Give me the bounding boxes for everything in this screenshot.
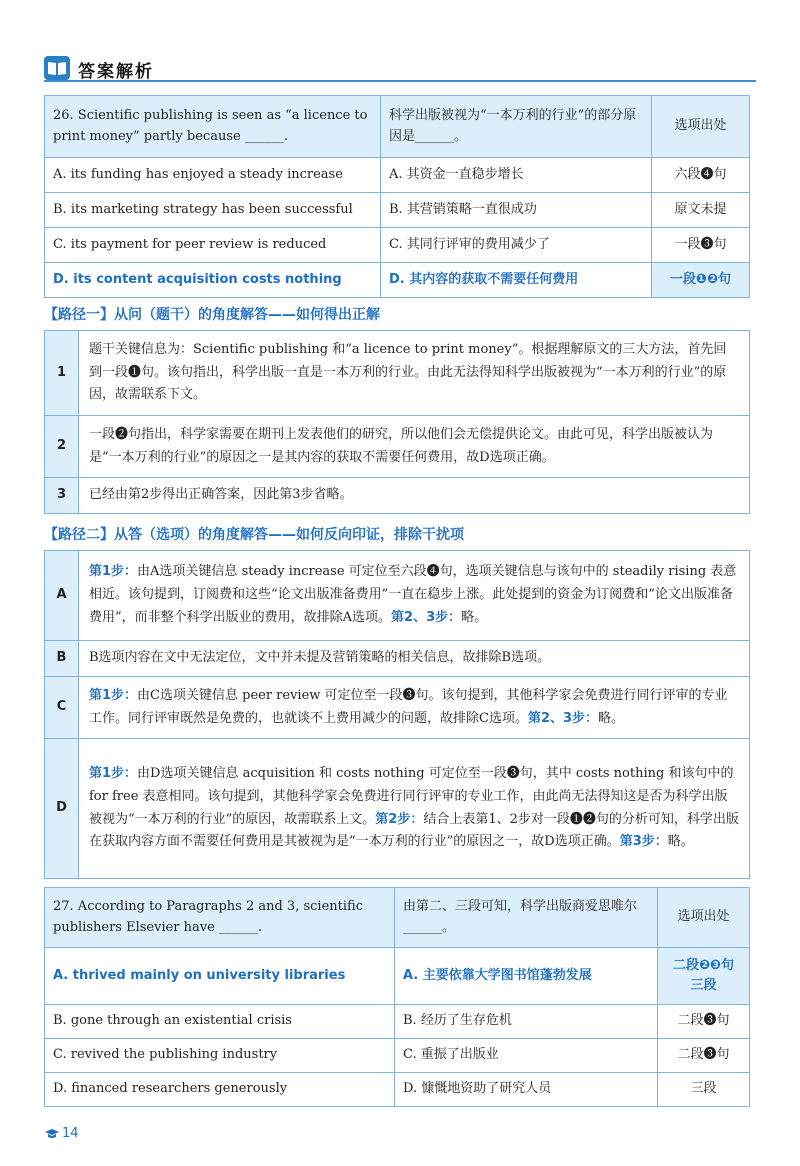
q27-option-en: B. gone through an existential crisis xyxy=(45,1005,395,1039)
analysis-text: 结合上表第1、2步对一段❶❷句的分析可知，科学出版在获取内容方面不需要任何费用是其被视为是“一本万利的行业”的原因之一，故D选项正确。 xyxy=(89,811,739,850)
step-text: 一段❷句指出，科学家需要在期刊上发表他们的研究，所以他们会无偿提供论文。由此可见，科学出版被认为是“一本万利的行业”的原因之一是其内容的获取不需要任何费用，故D选项正确。 xyxy=(79,416,750,478)
option-analysis: B选项内容在文中无法定位，文中并未提及营销策略的相关信息，故排除B选项。 xyxy=(79,641,750,677)
step-marker: 第2步： xyxy=(375,811,424,827)
q27-question-cn: 由第二、三段可知，科学出版商爱思唯尔______。 xyxy=(395,888,658,948)
q26-option-cn: C. 其同行评审的费用减少了 xyxy=(381,228,652,263)
q26-question-en: 26. Scientific publishing is seen as “a licence to print money” partly because ______. xyxy=(45,96,381,158)
q26-option-src: 一段❶❷句 xyxy=(652,263,750,298)
page-footer xyxy=(44,1126,79,1141)
analysis-text: 略。 xyxy=(598,710,625,726)
option-label: A xyxy=(45,551,79,641)
q27-option-en: A. thrived mainly on university libraries xyxy=(45,948,395,1005)
q26-option-en: A. its funding has enjoyed a steady increase xyxy=(45,158,381,193)
option-analysis xyxy=(79,739,750,879)
option-analysis xyxy=(79,677,750,739)
q27-option-row xyxy=(45,1073,750,1107)
q27-correct-option-row xyxy=(45,948,750,1005)
step-marker: 第3步： xyxy=(619,834,668,850)
q26-option-src: 原文未提 xyxy=(652,193,750,228)
q27-option-cn: B. 经历了生存危机 xyxy=(395,1005,658,1039)
analysis-text: 由C选项关键信息 peer review 可定位至一段❸句。该句提到，其他科学家会免费进行同行评审的专业工作。同行评审既然是免费的，也就谈不上费用减少的问题，故排除C选项。 xyxy=(89,687,728,726)
q26-option-cn: A. 其资金一直稳步增长 xyxy=(381,158,652,193)
step-text: 已经由第2步得出正确答案，因此第3步省略。 xyxy=(79,478,750,514)
step-marker: 第1步： xyxy=(89,564,138,580)
q27-table xyxy=(44,887,750,1107)
path1-step-row xyxy=(45,331,750,416)
path2-title: 【路径二】从答（选项）的角度解答——如何反向印证，排除干扰项 xyxy=(44,527,464,543)
analysis-text: 略。 xyxy=(461,609,488,625)
q26-correct-option-row xyxy=(45,263,750,298)
q26-table xyxy=(44,95,750,298)
path2-table xyxy=(44,550,750,879)
path1-step-row xyxy=(45,416,750,478)
path1-step-row xyxy=(45,478,750,514)
step-text: 题干关键信息为：Scientific publishing 和“a licence to print money”。根据理解原文的三大方法，首先回到一段❶句。该句指出，科学出版一直是一本万利的行业。由此无法得知科学出版被视为“一本万利的行业”的原因，故需联系下文。 xyxy=(79,331,750,416)
q26-option-row xyxy=(45,158,750,193)
step-marker: 第2、3步： xyxy=(527,710,599,726)
q26-option-en: B. its marketing strategy has been successful xyxy=(45,193,381,228)
q26-option-src: 一段❸句 xyxy=(652,228,750,263)
step-marker: 第1步： xyxy=(89,766,138,781)
path2-option-row xyxy=(45,739,750,879)
src-line: 二段❷❸句 xyxy=(672,957,734,973)
path1-title: 【路径一】从问（题干）的角度解答——如何得出正解 xyxy=(44,307,380,323)
q27-option-src: 三段 xyxy=(658,1073,750,1107)
q26-option-row xyxy=(45,193,750,228)
q26-option-src: 六段❹句 xyxy=(652,158,750,193)
section-header xyxy=(44,56,756,82)
q27-option-en: D. financed researchers generously xyxy=(45,1073,395,1107)
option-label: B xyxy=(45,641,79,677)
option-label: D xyxy=(45,739,79,879)
q26-option-en: C. its payment for peer review is reduced xyxy=(45,228,381,263)
path2-option-row xyxy=(45,641,750,677)
analysis-text: 由A选项关键信息 steady increase 可定位至六段❹句，选项关键信息与该句中的 steadily rising 表意相近。该句提到，订阅费和这些“论文出版准备费用”一直在稳步上涨。此处提到的资金为订阅费和“论文出版准备费用”，而非整个科学出版业的费用，故排除A选项。 xyxy=(89,564,737,625)
q26-question-cn: 科学出版被视为“一本万利的行业”的部分原因是______。 xyxy=(381,96,652,158)
q27-option-src: 二段❸句 xyxy=(658,1005,750,1039)
book-icon xyxy=(44,56,70,80)
option-label: C xyxy=(45,677,79,739)
option-analysis xyxy=(79,551,750,641)
path1-table xyxy=(44,330,750,514)
q27-header-row xyxy=(45,888,750,948)
q26-option-cn: D. 其内容的获取不需要任何费用 xyxy=(381,263,652,298)
q27-option-en: C. revived the publishing industry xyxy=(45,1039,395,1073)
src-line: 三段 xyxy=(690,978,717,993)
step-number: 3 xyxy=(45,478,79,514)
step-number: 2 xyxy=(45,416,79,478)
step-marker: 第1步： xyxy=(89,687,138,703)
analysis-text: 略。 xyxy=(667,834,694,850)
q27-option-cn: C. 重振了出版业 xyxy=(395,1039,658,1073)
q27-question-en: 27. According to Paragraphs 2 and 3, scientific publishers Elsevier have ______. xyxy=(45,888,395,948)
q26-option-en: D. its content acquisition costs nothing xyxy=(45,263,381,298)
path2-option-row xyxy=(45,677,750,739)
header-title: 答案解析 xyxy=(78,62,154,82)
graduation-cap-icon xyxy=(44,1128,60,1140)
q27-option-row xyxy=(45,1005,750,1039)
step-marker: 第2、3步： xyxy=(391,609,462,625)
q27-option-cn: A. 主要依靠大学图书馆蓬勃发展 xyxy=(395,948,658,1005)
q26-option-row xyxy=(45,228,750,263)
q26-header-row xyxy=(45,96,750,158)
q27-option-src: 二段❸句 xyxy=(658,1039,750,1073)
q26-option-cn: B. 其营销策略一直很成功 xyxy=(381,193,652,228)
path2-option-row xyxy=(45,551,750,641)
q27-option-src xyxy=(658,948,750,1005)
page-number: 14 xyxy=(62,1126,79,1141)
q26-source-header: 选项出处 xyxy=(652,96,750,158)
analysis-text: 由D选项关键信息 acquisition 和 costs nothing 可定位至一段❸句，其中 costs nothing 和该句中的 for free 表意相同。该句提到，其他科学家会免费进行同行评审的专业工作，由此尚无法得知这是否为科学出版被视为“一本万利的行业”的原因，故需联系上文。 xyxy=(89,766,734,827)
step-number: 1 xyxy=(45,331,79,416)
q27-option-row xyxy=(45,1039,750,1073)
q27-option-cn: D. 慷慨地资助了研究人员 xyxy=(395,1073,658,1107)
q27-source-header: 选项出处 xyxy=(658,888,750,948)
